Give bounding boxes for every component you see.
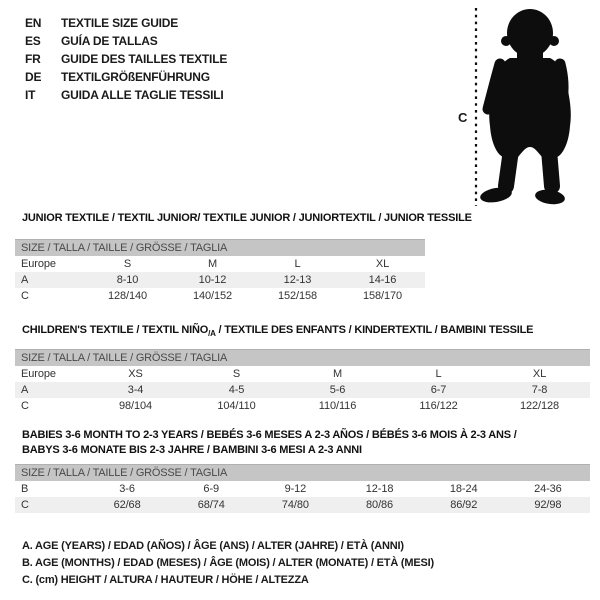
height-measure-figure <box>450 0 600 215</box>
toddler-shape <box>479 9 571 206</box>
cell: 18-24 <box>449 483 478 495</box>
junior-table <box>15 239 425 304</box>
column-header: S <box>123 258 132 270</box>
column-header: XS <box>128 368 143 380</box>
row-label: B <box>21 483 29 495</box>
table-header-row <box>15 366 590 382</box>
legend-line-a: A. AGE (YEARS) / EDAD (AÑOS) / ÂGE (ANS) / ALTER (JAHRE) / ETÀ (ANNI) <box>22 540 404 552</box>
cell: 104/110 <box>217 400 256 412</box>
cell: 24-36 <box>534 483 562 495</box>
table-row <box>15 382 590 398</box>
row-label: A <box>21 274 29 286</box>
cell: 128/140 <box>107 290 148 302</box>
language-list <box>25 14 227 104</box>
cell: 62/68 <box>113 499 141 511</box>
cell: 116/122 <box>419 400 458 412</box>
language-code: DE <box>25 70 42 84</box>
table-row <box>15 497 590 513</box>
title-subscript: /A <box>208 329 216 339</box>
language-code: ES <box>25 34 41 48</box>
children-table <box>15 349 590 414</box>
children-table-title <box>22 323 533 341</box>
title-line-1: BABIES 3-6 MONTH TO 2-3 YEARS / BEBÉS 3-6 MESES A 2-3 AÑOS / BÉBÉS 3-6 MOIS À 2-3 ANS / <box>22 429 517 441</box>
column-header: L <box>294 258 301 270</box>
language-code: FR <box>25 52 41 66</box>
babies-table <box>15 464 590 513</box>
cell: 158/170 <box>362 290 403 302</box>
title-text: / TEXTILE DES ENFANTS / KINDERTEXTIL / BAMBINI TESSILE <box>215 324 534 336</box>
column-header: S <box>232 368 241 380</box>
language-label: GUIDA ALLE TAGLIE TESSILI <box>61 88 224 102</box>
cell: 12-18 <box>365 483 394 495</box>
size-header-bar: SIZE / TALLA / TAILLE / GRÖSSE / TAGLIA <box>15 239 425 256</box>
measure-label-c: C <box>458 110 468 125</box>
cell: 98/104 <box>118 400 153 412</box>
language-row-fr <box>25 50 227 68</box>
cell: 122/128 <box>519 400 560 412</box>
table-row <box>15 481 590 497</box>
language-row-it <box>25 86 227 104</box>
cell: 12-13 <box>283 274 312 286</box>
size-header-bar: SIZE / TALLA / TAILLE / GRÖSSE / TAGLIA <box>15 464 590 481</box>
table-row <box>15 288 425 304</box>
column-header: XL <box>375 258 390 270</box>
language-row-de <box>25 68 227 86</box>
cell: 80/86 <box>366 499 394 511</box>
cell: 5-6 <box>329 384 346 396</box>
title-text: CHILDREN'S TEXTILE / TEXTIL NIÑO <box>22 324 209 336</box>
title-line-2: BABYS 3-6 MONATE BIS 2-3 JAHRE / BAMBINI 3-6 MESI A 2-3 ANNI <box>22 444 362 456</box>
junior-size-table <box>15 256 425 304</box>
cell: 10-12 <box>198 274 227 286</box>
column-header: M <box>207 258 218 270</box>
cell: 140/152 <box>192 290 233 302</box>
cell: 86/92 <box>450 499 478 511</box>
cell: 7-8 <box>531 384 548 396</box>
table-row <box>15 398 590 414</box>
cell: 68/74 <box>197 499 225 511</box>
babies-size-table <box>15 481 590 513</box>
babies-table-title <box>22 428 517 458</box>
column-header: Europe <box>21 368 56 380</box>
column-header: L <box>435 368 442 380</box>
row-label: C <box>21 499 29 511</box>
language-label: TEXTILE SIZE GUIDE <box>61 16 179 30</box>
cell: 3-4 <box>127 384 144 396</box>
measurement-legend <box>22 538 434 589</box>
language-label: GUIDE DES TAILLES TEXTILE <box>61 52 228 66</box>
size-header-bar: SIZE / TALLA / TAILLE / GRÖSSE / TAGLIA <box>15 349 590 366</box>
language-row-en <box>25 14 227 32</box>
legend-line-b: B. AGE (MONTHS) / EDAD (MESES) / ÂGE (MOIS) / ALTER (MONATE) / ETÀ (MESI) <box>22 557 434 569</box>
cell: 4-5 <box>228 384 245 396</box>
column-header: XL <box>532 368 547 380</box>
cell: 110/116 <box>318 400 357 412</box>
table-header-row <box>15 256 425 272</box>
cell: 6-9 <box>203 483 220 495</box>
language-row-es <box>25 32 227 50</box>
baby-silhouette-icon <box>450 0 600 215</box>
cell: 9-12 <box>284 483 307 495</box>
row-label: C <box>21 400 29 412</box>
column-header: Europe <box>21 258 56 270</box>
cell: 3-6 <box>119 483 135 495</box>
cell: 14-16 <box>368 274 397 286</box>
language-label: GUÍA DE TALLAS <box>61 34 158 48</box>
column-header: M <box>332 368 343 380</box>
row-label: C <box>21 290 29 302</box>
row-label: A <box>21 384 29 396</box>
legend-line-c: C. (cm) HEIGHT / ALTURA / HAUTEUR / HÖHE / ALTEZZA <box>22 574 309 586</box>
cell: 6-7 <box>430 384 447 396</box>
junior-table-title: JUNIOR TEXTILE / TEXTIL JUNIOR/ TEXTILE JUNIOR / JUNIORTEXTIL / JUNIOR TESSILE <box>22 212 472 224</box>
language-code: EN <box>25 16 42 30</box>
table-row <box>15 272 425 288</box>
cell: 74/80 <box>281 499 309 511</box>
children-size-table <box>15 366 590 414</box>
cell: 152/158 <box>277 290 318 302</box>
language-label: TEXTILGRÖßENFÜHRUNG <box>61 70 210 84</box>
cell: 8-10 <box>116 274 139 286</box>
cell: 92/98 <box>534 499 562 511</box>
language-code: IT <box>25 88 36 102</box>
